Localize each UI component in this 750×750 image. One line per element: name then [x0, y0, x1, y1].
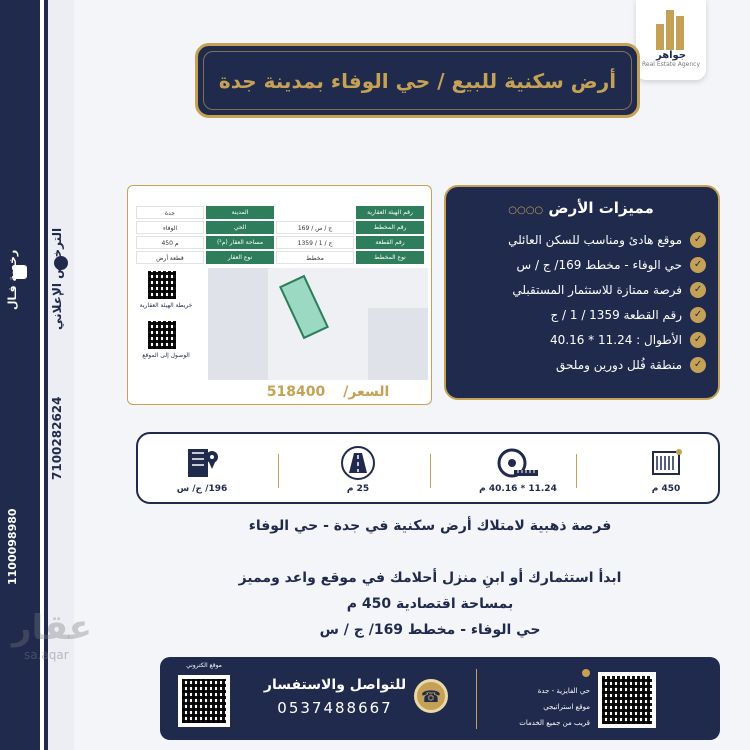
map-block — [208, 268, 268, 380]
price-value: 518400 — [266, 384, 326, 400]
ad-license-number: 7100282624 — [50, 396, 64, 480]
stat-street — [308, 442, 408, 494]
road-icon — [308, 442, 408, 484]
stats-bar — [136, 432, 720, 504]
qr-label: الوصول إلى الموقع — [142, 352, 190, 359]
property-map-card — [127, 185, 432, 405]
check-icon: ✓ — [690, 307, 706, 323]
table-cell: الوفاء — [136, 221, 204, 234]
contact-info — [490, 667, 590, 731]
info-line: قريب من جميع الخدمات — [519, 719, 590, 727]
license-fal-label: رخصة فـال — [6, 249, 19, 310]
table-cell: جدة — [136, 206, 204, 219]
info-line: حي الفايزية - جدة — [537, 687, 590, 695]
stat-label: 450 م — [651, 484, 681, 494]
features-card — [444, 185, 720, 400]
stat-dimensions — [468, 442, 568, 494]
qr-code-map[interactable] — [148, 271, 176, 299]
brand-logo — [636, 0, 706, 80]
phone-number[interactable]: 0537488667 — [277, 699, 393, 717]
feature-item: ✓ حي الوفاء - مخطط 169/ ج / س — [456, 252, 706, 277]
qr-label: خريطة الهيئة العقارية — [139, 302, 193, 309]
feature-item: ✓ رقم القطعة 1359 / 1 / ج — [456, 302, 706, 327]
check-icon: ✓ — [690, 232, 706, 248]
table-cell: رقم القطعة — [356, 236, 424, 249]
location-pin-icon — [582, 669, 590, 677]
table-header-cell: رقم الهيئة العقارية — [356, 206, 424, 219]
feature-item: ✓ موقع هادئ ومناسب للسكن العائلي — [456, 227, 706, 252]
promo-line: حي الوفاء - مخطط 169/ ج / س — [319, 622, 541, 638]
info-line: موقع استراتيجي — [543, 703, 590, 711]
features-title: مميزات الأرض ○○○○ — [508, 199, 654, 217]
table-cell: نوع العقار — [206, 251, 274, 264]
phone-icon[interactable]: ☎ — [414, 679, 448, 713]
tape-measure-icon — [468, 442, 568, 484]
stat-area — [616, 442, 716, 494]
logo-mark — [636, 0, 706, 50]
qr-code-website[interactable] — [178, 675, 230, 727]
price-label: السعر/ — [343, 384, 390, 400]
table-cell: 450 م — [136, 236, 204, 249]
stat-label: 25 م — [346, 484, 370, 494]
promo-line: ابدأ استثمارك أو ابنِ منزل أحلامك في موقع واعد ومميز — [238, 570, 622, 586]
feature-item: ✓ منطقة فُلل دورين وملحق — [456, 352, 706, 377]
promo-headline: فرصة ذهبية لامتلاك أرض سكنية في جدة - حي الوفاء — [248, 518, 612, 534]
ad-license-label: الترخيص الإعلاني — [50, 227, 64, 330]
page-title: أرض سكنية للبيع / حي الوفاء بمدينة جدة — [218, 68, 617, 93]
table-cell: مساحة العقار (م²) — [206, 236, 274, 249]
table-cell: 1359 / 1 / ج — [276, 236, 354, 249]
feature-item: ✓ فرصة ممتازة للاستثمار المستقبلي — [456, 277, 706, 302]
table-header-cell: المدينة — [206, 206, 274, 219]
plot-map — [208, 268, 428, 380]
contact-cta: للتواصل والاستفسار — [263, 677, 407, 693]
map-pin-icon — [152, 442, 252, 484]
contact-bar — [160, 657, 720, 740]
check-icon: ✓ — [690, 357, 706, 373]
divider — [476, 669, 477, 729]
check-icon: ✓ — [690, 282, 706, 298]
check-icon: ✓ — [690, 332, 706, 348]
promo-line: بمساحة اقتصادية 450 م — [346, 596, 514, 612]
license-fal-number: 1100098980 — [6, 508, 19, 585]
stat-label: 11.24 * 40.16 م — [479, 484, 557, 494]
logo-name: جواهر — [655, 50, 687, 61]
title-banner — [195, 43, 640, 118]
qr-code-contact[interactable] — [598, 672, 656, 728]
qr-label: موقع الكتروني — [186, 662, 222, 669]
feature-item: ✓ الأطوال : 11.24 * 40.16 — [456, 327, 706, 352]
watermark: عقار — [12, 608, 93, 648]
table-cell: نوع المخطط — [356, 251, 424, 264]
logo-subtitle: Real Estate Agency — [642, 61, 700, 68]
watermark-sub: sa.aqar — [24, 648, 69, 662]
stat-plan — [152, 442, 252, 494]
table-cell: الحي — [206, 221, 274, 234]
qr-code-location[interactable] — [148, 321, 176, 349]
price — [228, 381, 428, 403]
check-icon: ✓ — [690, 257, 706, 273]
area-icon — [616, 442, 716, 484]
table-cell: رقم المخطط — [356, 221, 424, 234]
stat-label: 196/ ج/ س — [176, 484, 228, 494]
table-cell: 169 / ج / س — [276, 221, 354, 234]
land-plot — [279, 275, 329, 339]
table-cell: مخطط — [276, 251, 354, 264]
map-block — [368, 308, 428, 380]
table-cell: قطعة أرض — [136, 251, 204, 264]
